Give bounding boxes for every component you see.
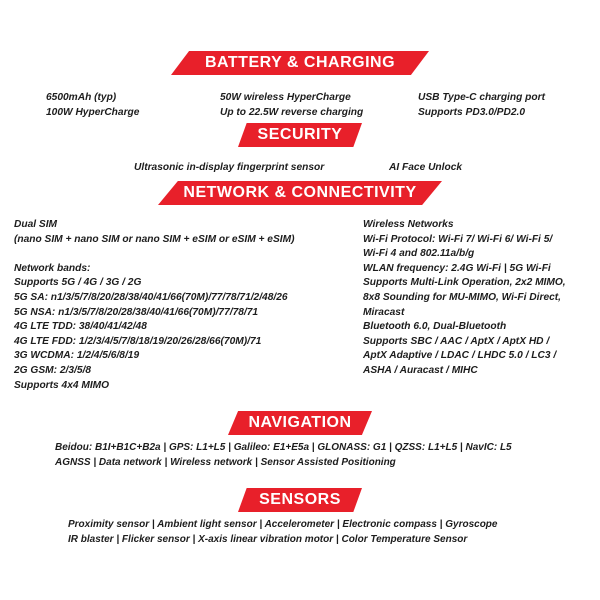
battery-col-2 (220, 91, 363, 120)
network-4g-tdd: 4G LTE TDD: 38/40/41/42/48 (14, 321, 147, 333)
wifi-protocol: Wi-Fi Protocol: Wi-Fi 7/ Wi-Fi 6/ Wi-Fi 5/ (363, 233, 553, 245)
bluetooth-codecs-end: ASHA / Auracast / MIHC (363, 364, 478, 376)
network-3g-wcdma: 3G WCDMA: 1/2/4/5/6/8/19 (14, 350, 140, 362)
sensors-lines (68, 518, 497, 547)
battery-pd-support: Supports PD3.0/PD2.0 (418, 106, 525, 118)
sensors-line-1: Proximity sensor | Ambient light sensor | Accelerometer | Electronic compass | Gyroscope (68, 519, 498, 530)
security-fingerprint: Ultrasonic in-display fingerprint sensor (134, 162, 325, 173)
battery-port: USB Type-C charging port (418, 92, 545, 103)
battery-banner (171, 51, 429, 75)
wireless-heading: Wireless Networks (363, 219, 454, 230)
navigation-banner (228, 411, 372, 435)
bluetooth-codecs-cont: AptX Adaptive / LDAC / LHDC 5.0 / LC3 / (363, 350, 557, 362)
network-5g-nsa: 5G NSA: n1/3/5/7/8/20/28/38/40/41/66(70M)/77/78/71 (14, 306, 259, 318)
security-face-unlock: AI Face Unlock (389, 162, 463, 173)
security-banner (238, 123, 362, 147)
network-title: NETWORK & CONNECTIVITY (183, 184, 417, 201)
navigation-lines (55, 441, 512, 470)
network-banner (158, 181, 442, 205)
battery-col-1 (46, 91, 139, 120)
battery-capacity: 6500mAh (typ) (46, 92, 117, 103)
wifi-features-cont: 8x8 Sounding for MU-MIMO, Wi-Fi Direct, (363, 291, 561, 303)
battery-col-3 (418, 91, 545, 120)
network-dual-sim: Dual SIM (14, 219, 58, 230)
battery-wired-charging: 100W HyperCharge (46, 106, 140, 118)
network-sim-config: (nano SIM + nano SIM or nano SIM + eSIM or eSIM + eSIM) (14, 233, 295, 245)
network-2g-gsm: 2G GSM: 2/3/5/8 (14, 364, 92, 376)
navigation-systems: Beidou: B1I+B1C+B2a | GPS: L1+L5 | Galileo: E1+E5a | GLONASS: G1 | QZSS: L1+L5 | NavIC: L5 (55, 442, 512, 453)
network-generations: Supports 5G / 4G / 3G / 2G (14, 277, 142, 289)
navigation-title: NAVIGATION (248, 414, 352, 431)
wifi-features: Supports Multi-Link Operation, 2x2 MIMO, (363, 277, 566, 289)
network-bands-heading: Network bands: (14, 262, 91, 274)
navigation-assist: AGNSS | Data network | Wireless network | Sensor Assisted Positioning (55, 456, 396, 468)
network-4g-fdd: 4G LTE FDD: 1/2/3/4/5/7/8/18/19/20/26/28/66(70M)/71 (14, 335, 262, 347)
battery-title: BATTERY & CHARGING (204, 54, 396, 71)
network-5g-sa: 5G SA: n1/3/5/7/8/20/28/38/40/41/66(70M)/77/78/71/2/48/26 (14, 291, 288, 303)
network-left-column (14, 218, 294, 393)
sensors-banner (238, 488, 362, 512)
sensors-title: SENSORS (259, 491, 341, 508)
battery-reverse-charging: Up to 22.5W reverse charging (220, 106, 364, 118)
bluetooth-codecs: Supports SBC / AAC / AptX / AptX HD / (363, 335, 550, 347)
network-right-column (363, 218, 566, 379)
bluetooth-version: Bluetooth 6.0, Dual-Bluetooth (363, 321, 507, 333)
wlan-frequency: WLAN frequency: 2.4G Wi-Fi | 5G Wi-Fi (363, 262, 551, 274)
wifi-miracast: Miracast (363, 306, 405, 318)
wifi-protocol-cont: Wi-Fi 4 and 802.11a/b/g (363, 248, 475, 260)
battery-wireless-charging: 50W wireless HyperCharge (220, 92, 351, 103)
security-title: SECURITY (257, 126, 343, 143)
network-mimo: Supports 4x4 MIMO (14, 379, 110, 391)
sensors-line-2: IR blaster | Flicker sensor | X-axis linear vibration motor | Color Temperature Sensor (68, 533, 468, 545)
